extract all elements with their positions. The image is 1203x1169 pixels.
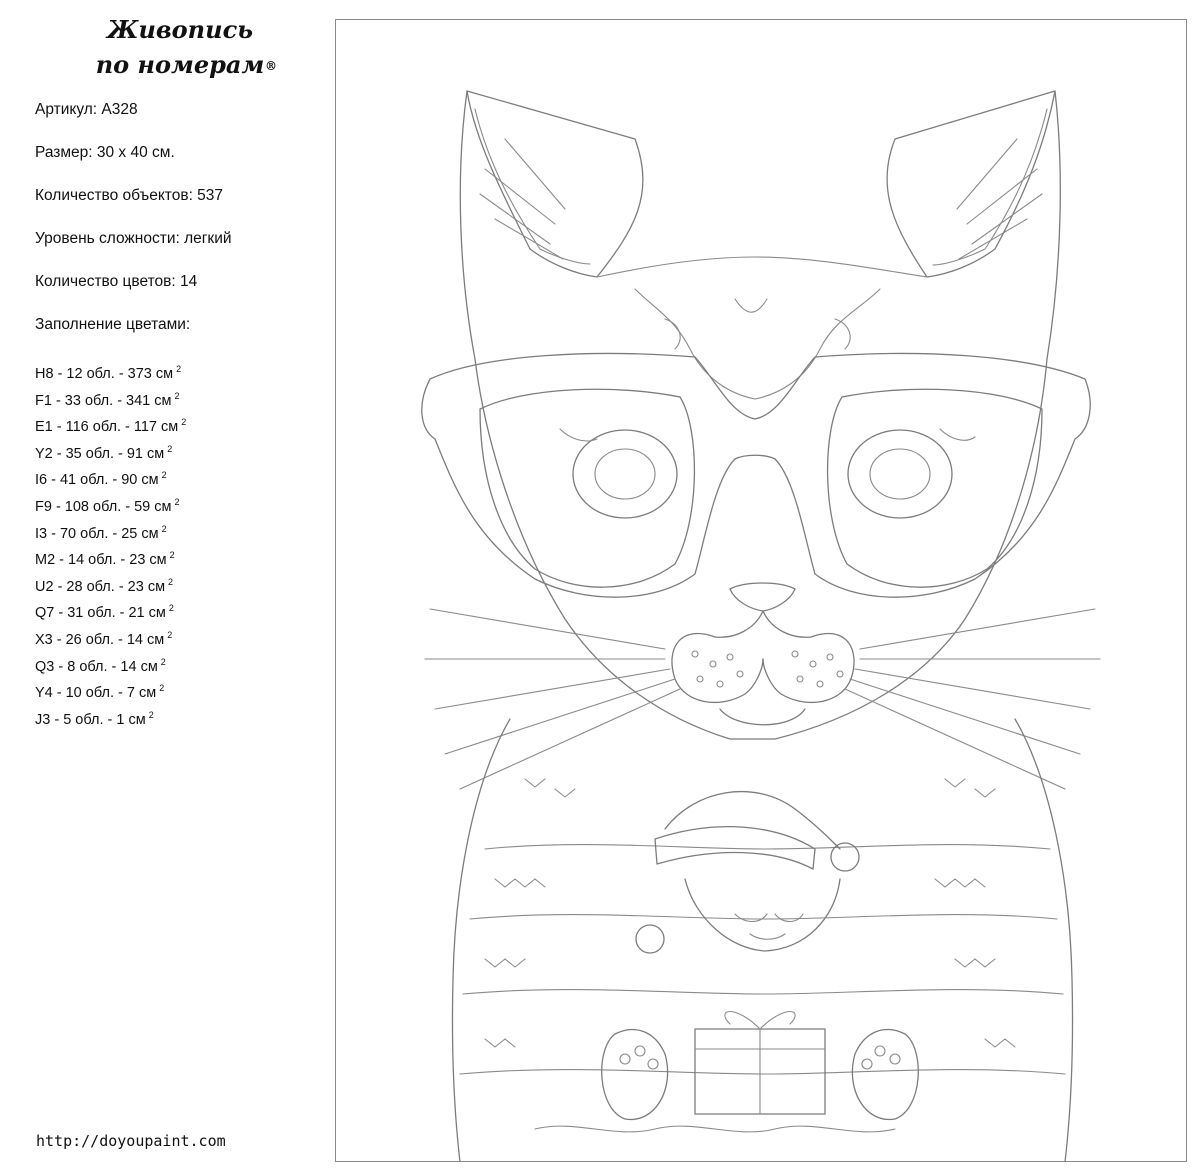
color-fill-item: I6 - 41 обл. - 90 см $^2$ (35, 470, 167, 489)
brand-line-1: Живопись (106, 15, 254, 44)
website-link[interactable]: http://doyoupaint.com (36, 1132, 226, 1150)
color-fill-item: Y4 - 10 обл. - 7 см $^2$ (35, 683, 165, 702)
color-fill-item: J3 - 5 обл. - 1 см $^2$ (35, 709, 154, 728)
color-fill-item: F1 - 33 обл. - 341 см $^2$ (35, 390, 180, 409)
color-fill-item: I3 - 70 обл. - 25 см $^2$ (35, 523, 167, 542)
product-info (35, 100, 232, 358)
cat-artwork-icon (335, 19, 1187, 1162)
article-line: Артикул: A328 (35, 101, 138, 118)
color-fill-item: H8 - 12 обл. - 373 см $^2$ (35, 364, 182, 382)
colors-count-line: Количество цветов: 14 (35, 273, 198, 290)
brand-line-2: по номерам (95, 50, 265, 79)
color-fill-list (35, 359, 186, 731)
registered-mark: ® (265, 59, 277, 73)
color-fill-item: Y2 - 35 обл. - 91 см $^2$ (35, 443, 173, 462)
objects-line: Количество объектов: 537 (35, 187, 224, 204)
color-fill-item: E1 - 116 обл. - 117 см $^2$ (35, 417, 187, 436)
size-line: Размер: 30 x 40 см. (35, 144, 175, 161)
color-fill-item: Q7 - 31 обл. - 21 см $^2$ (35, 603, 174, 622)
difficulty-line: Уровень сложности: легкий (35, 230, 232, 247)
brand-logo (60, 12, 300, 82)
color-fill-item: X3 - 26 обл. - 14 см $^2$ (35, 629, 173, 648)
color-fill-item: F9 - 108 обл. - 59 см $^2$ (35, 496, 180, 515)
color-fill-item: U2 - 28 обл. - 23 см $^2$ (35, 576, 174, 595)
color-fill-item: M2 - 14 обл. - 23 см $^2$ (35, 550, 175, 569)
color-fill-item: Q3 - 8 обл. - 14 см $^2$ (35, 656, 166, 675)
fill-heading: Заполнение цветами: (35, 316, 191, 333)
